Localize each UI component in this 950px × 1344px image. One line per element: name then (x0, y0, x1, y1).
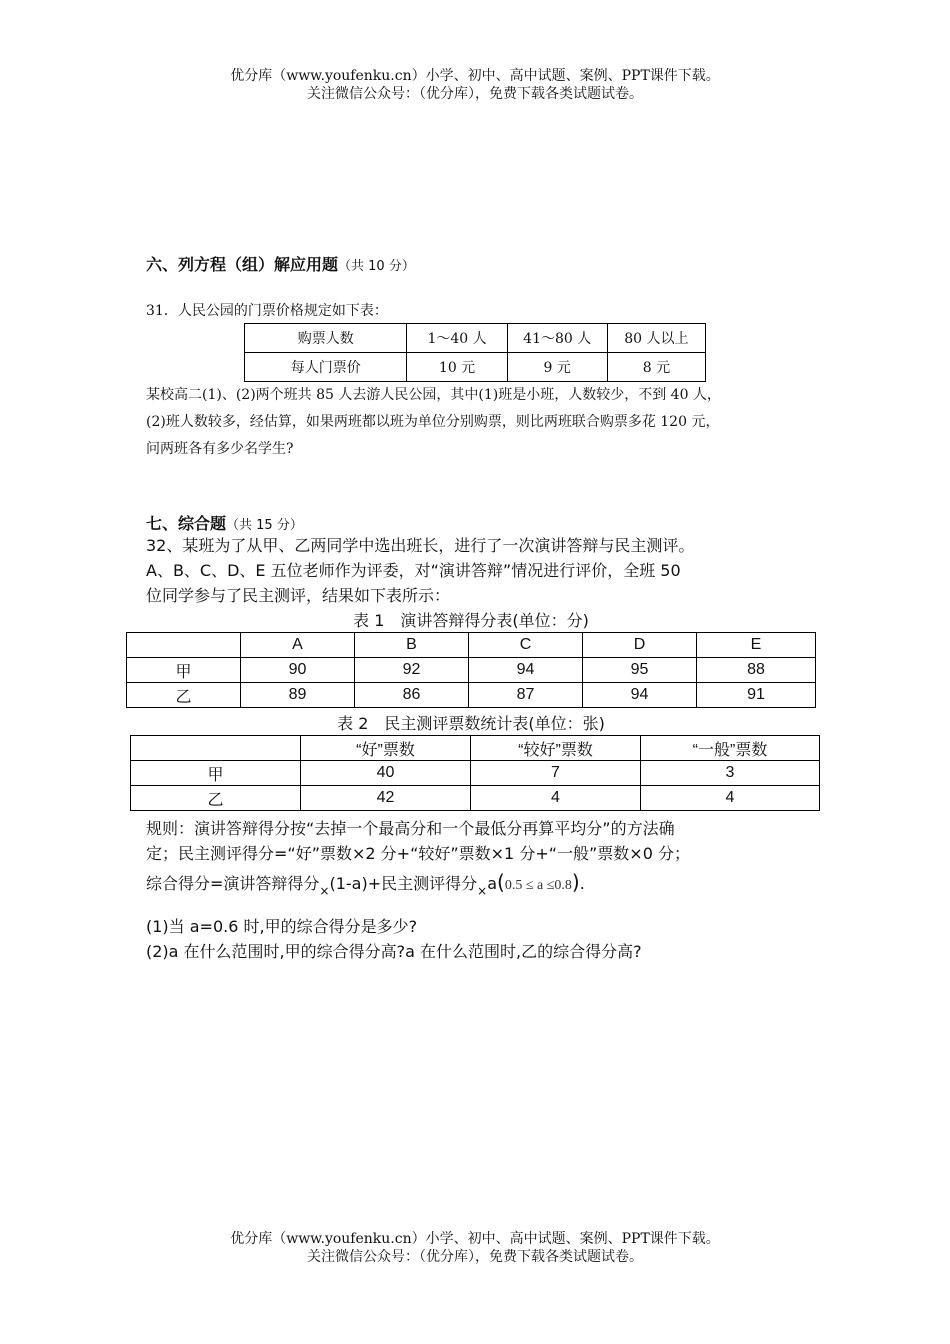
table-cell (131, 736, 301, 761)
table-cell: 4 (641, 786, 820, 811)
table-cell: 7 (471, 761, 641, 786)
q31-body (146, 382, 826, 463)
table1-caption: 表 1 演讲答辩得分表(单位：分) (353, 611, 589, 630)
q31-body-line: 问两班各有多少名学生? (146, 441, 294, 457)
table-cell: 3 (641, 761, 820, 786)
section-6-score: （共 10 分） (338, 259, 415, 274)
section-7-heading: 七、综合题 (146, 514, 227, 533)
range-open-paren: ( (497, 870, 505, 894)
header-line-2: 关注微信公众号：（优分库），免费下载各类试题试卷。 (307, 86, 643, 102)
table-cell: 86 (355, 683, 469, 708)
table-cell: 乙 (127, 683, 241, 708)
table-row (245, 353, 706, 382)
table-cell: 91 (697, 683, 816, 708)
table-row (131, 736, 820, 761)
footer-line-2: 关注微信公众号：（优分库），免费下载各类试题试卷。 (307, 1249, 643, 1265)
q31-intro: 31．人民公园的门票价格规定如下表： (146, 303, 388, 319)
table-cell: 41～80 人 (507, 324, 607, 353)
table-cell: A (241, 633, 355, 658)
section-6-title (146, 252, 415, 275)
q32-question-2: (2)a 在什么范围时,甲的综合得分高?a 在什么范围时,乙的综合得分高? (146, 942, 642, 961)
table-cell: D (583, 633, 697, 658)
table-cell: 42 (301, 786, 471, 811)
section-6-heading: 六、列方程（组）解应用题 (146, 255, 339, 274)
table-cell: 4 (471, 786, 641, 811)
formula-end: . (579, 874, 585, 893)
times-sign: × (319, 884, 330, 898)
table-cell: C (469, 633, 583, 658)
table-cell: “好”票数 (301, 736, 471, 761)
q32-rules (146, 816, 836, 898)
table-cell: 购票人数 (245, 324, 407, 353)
table-cell: B (355, 633, 469, 658)
table-cell: 10 元 (407, 353, 507, 382)
q32-intro-line: 位同学参与了民主测评，结果如下表所示： (146, 586, 451, 605)
table-cell: 94 (583, 683, 697, 708)
table-cell: 乙 (131, 786, 301, 811)
q32-intro-line: 32、某班为了从甲、乙两同学中选出班长，进行了一次演讲答辩与民主测评。 (146, 536, 695, 555)
table-cell: 95 (583, 658, 697, 683)
header-line-1: 优分库（www.youfenku.cn）小学、初中、高中试题、案例、PPT课件下载。 (230, 68, 720, 84)
table-row (127, 633, 816, 658)
formula-part-1: 综合得分=演讲答辩得分 (146, 874, 320, 893)
q32-intro (146, 533, 826, 608)
footer-line-1: 优分库（www.youfenku.cn）小学、初中、高中试题、案例、PPT课件下载。 (230, 1231, 720, 1247)
table-row (127, 658, 816, 683)
table-cell: 甲 (127, 658, 241, 683)
q32-intro-line: A、B、C、D、E 五位老师作为评委，对“演讲答辩”情况进行评价，全班 50 (146, 561, 681, 580)
table-cell: 88 (697, 658, 816, 683)
q32-formula (146, 870, 836, 898)
section-7-title (146, 511, 303, 534)
ticket-price-table (244, 323, 706, 382)
table-cell: 87 (469, 683, 583, 708)
table-cell (127, 633, 241, 658)
table-cell: “较好”票数 (471, 736, 641, 761)
table2-caption: 表 2 民主测评票数统计表(单位：张) (337, 714, 605, 733)
a-range: 0.5 ≤ a ≤0.8 (504, 878, 572, 893)
table-cell: 1～40 人 (407, 324, 507, 353)
page-footer (0, 1230, 950, 1266)
table-cell: 8 元 (607, 353, 705, 382)
table-row (245, 324, 706, 353)
range-close-paren: ) (571, 870, 580, 894)
table-cell: 94 (469, 658, 583, 683)
table-cell: 80 人以上 (607, 324, 705, 353)
table-row (127, 683, 816, 708)
table-cell: 90 (241, 658, 355, 683)
times-sign: × (477, 884, 488, 898)
table-row (131, 761, 820, 786)
vote-count-table (130, 735, 820, 811)
q32-question-1: (1)当 a=0.6 时,甲的综合得分是多少? (146, 917, 418, 936)
table-cell: 甲 (131, 761, 301, 786)
table-cell: E (697, 633, 816, 658)
section-7-score: （共 15 分） (226, 518, 303, 533)
table-cell: 92 (355, 658, 469, 683)
q32-questions (146, 914, 836, 964)
q32-rules-line: 定；民主测评得分=“好”票数×2 分+“较好”票数×1 分+“一般”票数×0 分； (146, 844, 690, 863)
table-cell: 89 (241, 683, 355, 708)
formula-part-3: a (487, 874, 498, 893)
table-row (131, 786, 820, 811)
table-cell: “一般”票数 (641, 736, 820, 761)
q31-body-line: (2)班人数较多，经估算，如果两班都以班为单位分别购票，则比两班联合购票多花 120 元， (146, 414, 720, 430)
page-header (0, 67, 950, 103)
table-cell: 每人门票价 (245, 353, 407, 382)
q32-rules-line: 规则：演讲答辩得分按“去掉一个最高分和一个最低分再算平均分”的方法确 (146, 819, 675, 838)
table-cell: 40 (301, 761, 471, 786)
q31-body-line: 某校高二(1)、(2)两个班共 85 人去游人民公园，其中(1)班是小班，人数较少，不到 40 人， (146, 387, 721, 403)
formula-part-2: (1-a)+民主测评得分 (329, 874, 478, 893)
table-cell: 9 元 (507, 353, 607, 382)
speech-score-table (126, 632, 816, 708)
